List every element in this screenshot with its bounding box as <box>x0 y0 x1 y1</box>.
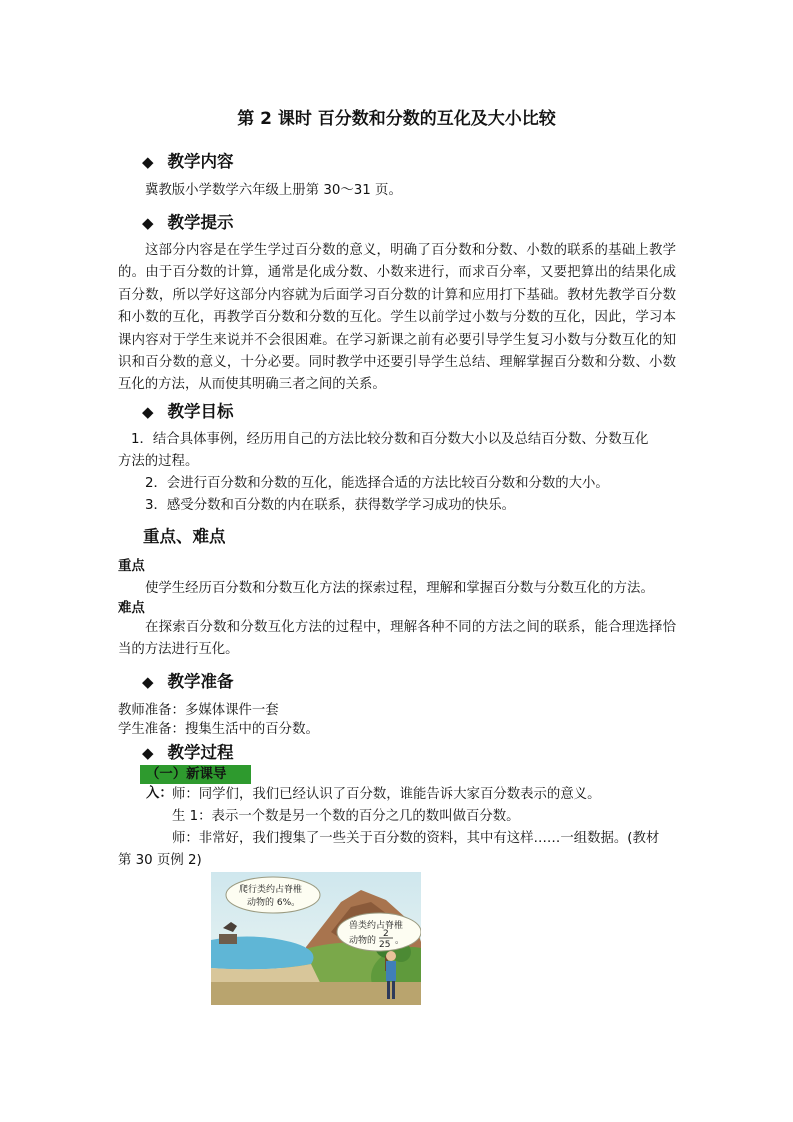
diamond-bullet-icon: ◆ <box>142 673 154 691</box>
key-text: 使学生经历百分数和分数互化方法的探索过程，理解和掌握百分数与分数互化的方法。 <box>145 581 654 596</box>
section-heading-hint: ◆ 教学提示 <box>142 213 234 232</box>
diamond-bullet-icon: ◆ <box>142 153 154 171</box>
diamond-bullet-icon: ◆ <box>142 744 154 762</box>
new-lesson-intro-label: （一）新课导入： <box>140 765 251 784</box>
bubble-right-suffix: 。 <box>395 936 405 946</box>
textbook-illustration <box>211 872 421 1005</box>
section-heading-goals: ◆ 教学目标 <box>142 402 234 421</box>
dialogue-line-3b: 第 30 页例 2) <box>118 853 202 868</box>
fraction-denominator: 25 <box>379 940 391 950</box>
bubble-left-line1: 爬行类约占脊椎 <box>239 885 303 895</box>
goal-item-1-line2: 方法的过程。 <box>118 454 199 469</box>
fraction-numerator: 2 <box>383 929 389 939</box>
section-heading-process: ◆ 教学过程 <box>142 743 234 762</box>
content-text: 冀教版小学数学六年级上册第 30～31 页。 <box>145 183 402 198</box>
goal-item-3: 3．感受分数和百分数的内在联系，获得数学学习成功的快乐。 <box>145 498 516 513</box>
bubble-left-line2: 动物的 6%。 <box>247 898 301 908</box>
teacher-prep: 教师准备：多媒体课件一套 <box>118 703 279 718</box>
section-heading-prep: ◆ 教学准备 <box>142 672 234 691</box>
goal-item-1-line1: 1．结合具体事例，经历用自己的方法比较分数和百分数大小以及总结百分数、分数互化 <box>131 432 649 447</box>
key-label: 重点 <box>118 559 145 574</box>
dialogue-line-3a: 师：非常好，我们搜集了一些关于百分数的资料，其中有这样……一组数据。(教材 <box>172 831 660 846</box>
bubble-right-line1: 兽类约占脊椎 <box>349 921 404 931</box>
diamond-bullet-icon: ◆ <box>142 214 154 232</box>
difficulty-text: 在探索百分数和分数互化方法的过程中，理解各种不同的方法之间的联系，能合理选择恰当的方法进行互化。 <box>118 620 676 658</box>
diamond-bullet-icon: ◆ <box>142 403 154 421</box>
section-heading-keypoints: 重点、难点 <box>143 527 226 546</box>
student-prep: 学生准备：搜集生活中的百分数。 <box>118 722 319 737</box>
hint-paragraph: 这部分内容是在学生学过百分数的意义，明确了百分数和分数、小数的联系的基础上教学的。由于百分数的计算，通常是化成分数、小数来进行，而求百分率，又要把算出的结果化成百分数，所以学好这部分内容就为后面学习百分数的计算和应用打下基础。教材先教学百分数和小数的互化，再教学百分数和分数的互化。学生以前学过小数与分数的互化，因此，学习本课内容对于学生来说并不会很困难。在学习新课之前有必要引导学生复习小数与分数互化的知识和百分数的意义，十分必要。同时教学中还要引导学生总结、理解掌握百分数和分数、小数互化的方法，从而使其明确三者之间的关系。 <box>118 243 676 393</box>
dialogue-line-1: 师：同学们，我们已经认识了百分数，谁能告诉大家百分数表示的意义。 <box>172 787 601 802</box>
dialogue-line-2: 生 1：表示一个数是另一个数的百分之几的数叫做百分数。 <box>172 809 520 824</box>
nature-scene-image <box>211 872 421 1005</box>
difficulty-label: 难点 <box>118 601 145 616</box>
bubble-right-prefix: 动物的 <box>349 936 377 946</box>
page-title: 第 2 课时 百分数和分数的互化及大小比较 <box>237 109 556 129</box>
section-heading-content: ◆ 教学内容 <box>142 152 234 171</box>
goal-item-2: 2．会进行百分数和分数的互化，能选择合适的方法比较百分数和分数的大小。 <box>145 476 609 491</box>
